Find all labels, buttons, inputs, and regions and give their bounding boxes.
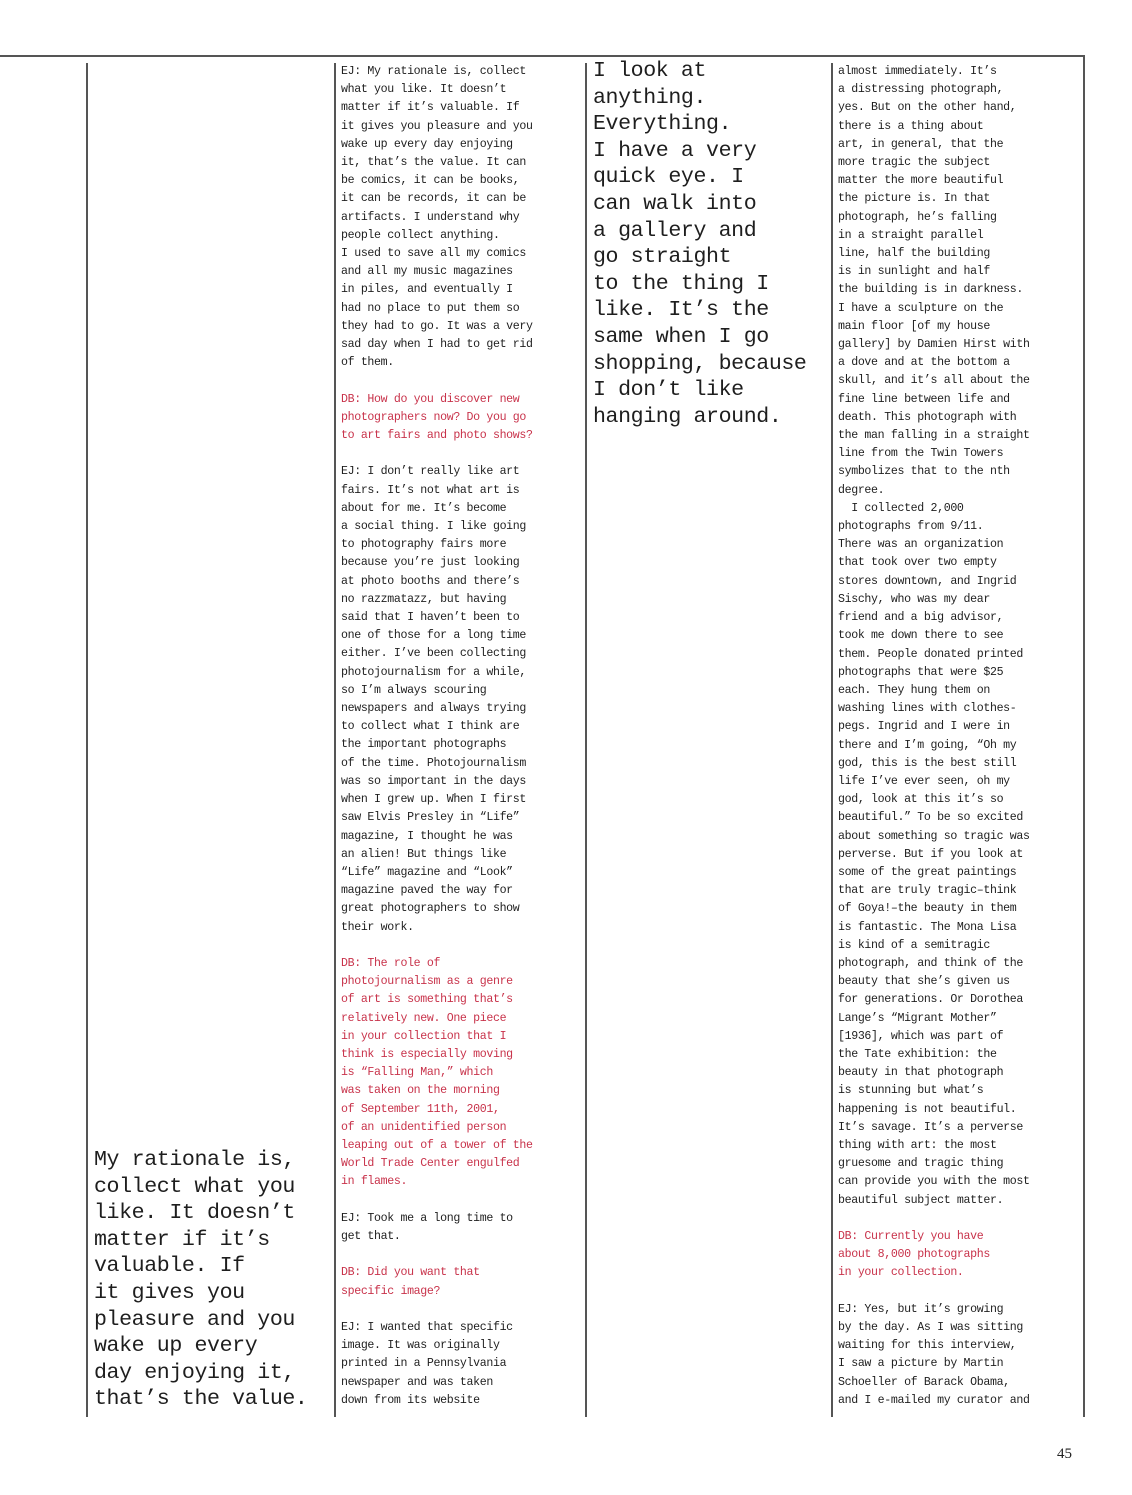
text-line: EJ: Took me a long time to (341, 1211, 513, 1225)
text-line: death. This photograph with (838, 410, 1017, 424)
paragraph-gap (341, 445, 533, 463)
column-rule-2 (334, 63, 336, 1417)
text-line: is “Falling Man,” which (341, 1066, 493, 1080)
text-line: relatively new. One piece (341, 1011, 507, 1025)
text-line: and I e-mailed my curator and (838, 1393, 1030, 1407)
text-line: photographers now? Do you go (341, 410, 527, 424)
text-line: life I’ve ever seen, oh my (838, 774, 1010, 788)
interviewer-question (341, 955, 533, 1192)
text-line: it gives you pleasure and you (341, 119, 533, 133)
text-line: happening is not beautiful. (838, 1102, 1017, 1116)
text-line: photograph, he’s falling (838, 210, 997, 224)
text-line: a dove and at the bottom a (838, 356, 1010, 370)
text-line: is in sunlight and half (838, 265, 990, 279)
pull-quote-line: same when I go (593, 324, 769, 349)
interviewee-answer (341, 1319, 533, 1410)
page-number: 45 (1057, 1446, 1072, 1462)
text-line: Schoeller of Barack Obama, (838, 1375, 1010, 1389)
text-line: in flames. (341, 1175, 408, 1189)
text-line: in your collection that I (341, 1029, 507, 1043)
text-line: of Goya!–the beauty in them (838, 902, 1017, 916)
text-line: and all my music magazines (341, 265, 513, 279)
text-line: be comics, it can be books, (341, 174, 520, 188)
text-line: the building is in darkness. (838, 283, 1024, 297)
text-line: skull, and it’s all about the (838, 374, 1030, 388)
pull-quote-line: Everything. (593, 112, 732, 137)
paragraph-gap (838, 1283, 1030, 1301)
text-line: gallery] by Damien Hirst with (838, 338, 1030, 352)
text-line: because you’re just looking (341, 556, 520, 570)
pull-quote-line: to the thing I (593, 271, 769, 296)
text-line: what you like. It doesn’t (341, 83, 507, 97)
text-line: more tragic the subject (838, 156, 990, 170)
column-rule-4 (831, 63, 833, 1417)
text-line: I used to save all my comics (341, 247, 527, 261)
text-line: to photography fairs more (341, 538, 507, 552)
text-line: down from its website (341, 1393, 480, 1407)
text-line: EJ: My rationale is, collect (341, 65, 527, 78)
pull-quote-line: a gallery and (593, 218, 757, 243)
text-line: about for me. It’s become (341, 501, 507, 515)
text-line: some of the great paintings (838, 865, 1017, 879)
text-line: in piles, and eventually I (341, 283, 513, 297)
text-line: beautiful.” To be so excited (838, 811, 1024, 825)
column-rule-1 (86, 63, 88, 1417)
text-line: for generations. Or Dorothea (838, 993, 1024, 1007)
text-line: image. It was originally (341, 1339, 500, 1353)
text-line: the Tate exhibition: the (838, 1047, 997, 1061)
text-line: can provide you with the most (838, 1175, 1030, 1189)
paragraph-gap (341, 1301, 533, 1319)
text-line: in your collection. (838, 1266, 964, 1280)
text-line: god, this is the best still (838, 756, 1017, 770)
pull-quote-line: I look at (593, 59, 707, 83)
pull-quote-line: shopping, because (593, 351, 807, 376)
top-rule (0, 55, 1085, 57)
pull-quote-line: anything. (593, 85, 707, 110)
text-line: is stunning but what’s (838, 1084, 984, 1098)
text-line: thing with art: the most (838, 1138, 997, 1152)
text-line: people collect anything. (341, 228, 500, 242)
text-line: “Life” magazine and “Look” (341, 865, 513, 879)
paragraph-gap (341, 372, 533, 390)
text-line: photograph, and think of the (838, 956, 1024, 970)
pull-quote-line: go straight (593, 245, 732, 270)
text-line: wake up every day enjoying (341, 137, 513, 151)
pull-quote-line: My rationale is, (94, 1148, 295, 1172)
text-line: of them. (341, 356, 394, 370)
text-line: said that I haven’t been to (341, 611, 520, 625)
text-line: about something so tragic was (838, 829, 1030, 843)
text-line: magazine, I thought he was (341, 829, 513, 843)
text-line: There was an organization (838, 538, 1004, 552)
text-line: them. People donated printed (838, 647, 1024, 661)
text-line: matter if it’s valuable. If (341, 101, 520, 115)
text-line: symbolizes that to the nth (838, 465, 1010, 479)
text-line: an alien! But things like (341, 847, 507, 861)
text-line: so I’m always scouring (341, 683, 487, 697)
text-line: of an unidentified person (341, 1120, 507, 1134)
text-line: yes. But on the other hand, (838, 101, 1017, 115)
interviewee-answer (341, 1210, 533, 1246)
interviewer-question (341, 391, 533, 446)
text-line: of the time. Photojournalism (341, 756, 527, 770)
text-line: the picture is. In that (838, 192, 990, 206)
text-line: World Trade Center engulfed (341, 1157, 520, 1171)
text-line: is kind of a semitragic (838, 938, 990, 952)
text-line: in a straight parallel (838, 228, 984, 242)
text-line: newspapers and always trying (341, 702, 527, 716)
pull-quote-line: can walk into (593, 191, 757, 216)
text-line: photographs from 9/11. (838, 520, 984, 534)
pull-quote-left (94, 1147, 308, 1413)
text-line: DB: The role of (341, 956, 441, 970)
pull-quote-line: I have a very (593, 138, 757, 163)
text-line: It’s savage. It’s a perverse (838, 1120, 1024, 1134)
text-line: [1936], which was part of (838, 1029, 1004, 1043)
text-line: specific image? (341, 1284, 441, 1298)
pull-quote-line: hanging around. (593, 404, 782, 429)
pull-quote-line: it gives you (94, 1280, 245, 1305)
text-line: when I grew up. When I first (341, 793, 527, 807)
column-rule-3 (585, 63, 587, 1417)
text-line: stores downtown, and Ingrid (838, 574, 1017, 588)
text-line: is fantastic. The Mona Lisa (838, 920, 1017, 934)
text-line: the man falling in a straight (838, 429, 1030, 443)
interview-column-2 (341, 63, 533, 1410)
interviewee-answer (341, 63, 533, 372)
text-line: leaping out of a tower of the (341, 1138, 533, 1152)
text-line: matter the more beautiful (838, 174, 1004, 188)
text-line: DB: Currently you have (838, 1229, 984, 1243)
text-line: was taken on the morning (341, 1084, 500, 1098)
paragraph-gap (341, 1192, 533, 1210)
text-line: took me down there to see (838, 629, 1004, 643)
pull-quote-line: quick eye. I (593, 165, 744, 190)
text-line: magazine paved the way for (341, 884, 513, 898)
text-line: EJ: I don’t really like art (341, 465, 520, 479)
text-line: a social thing. I like going (341, 520, 527, 534)
interviewee-answer (341, 463, 533, 936)
text-line: no razzmatazz, but having (341, 592, 507, 606)
text-line: pegs. Ingrid and I were in (838, 720, 1010, 734)
text-line: almost immediately. It’s (838, 65, 997, 78)
text-line: it can be records, it can be (341, 192, 527, 206)
text-line: there is a thing about (838, 119, 984, 133)
text-line: of September 11th, 2001, (341, 1102, 500, 1116)
text-line: saw Elvis Presley in “Life” (341, 811, 520, 825)
text-line: that are truly tragic–think (838, 884, 1017, 898)
text-line: each. They hung them on (838, 683, 990, 697)
pull-quote-line: I don’t like (593, 378, 744, 403)
pull-quote-line: wake up every (94, 1334, 258, 1359)
text-line: EJ: I wanted that specific (341, 1320, 513, 1334)
interviewee-answer (838, 63, 1030, 1210)
text-line: their work. (341, 920, 414, 934)
text-line: DB: Did you want that (341, 1266, 480, 1280)
interview-column-4 (838, 63, 1030, 1410)
pull-quote-center (593, 58, 807, 430)
interviewee-answer (838, 1301, 1030, 1410)
right-border-rule (1083, 55, 1085, 1417)
text-line: they had to go. It was a very (341, 319, 533, 333)
text-line: line, half the building (838, 247, 990, 261)
text-line: I saw a picture by Martin (838, 1357, 1004, 1371)
text-line: the important photographs (341, 738, 507, 752)
text-line: fairs. It’s not what art is (341, 483, 520, 497)
text-line: line from the Twin Towers (838, 447, 1004, 461)
text-line: EJ: Yes, but it’s growing (838, 1302, 1004, 1316)
text-line: printed in a Pennsylvania (341, 1357, 507, 1371)
paragraph-gap (838, 1210, 1030, 1228)
interviewer-question (341, 1264, 533, 1300)
text-line: beauty that she’s given us (838, 975, 1010, 989)
text-line: of art is something that’s (341, 993, 513, 1007)
text-line: it, that’s the value. It can (341, 156, 527, 170)
text-line: photojournalism for a while, (341, 665, 527, 679)
text-line: get that. (341, 1229, 401, 1243)
text-line: to art fairs and photo shows? (341, 429, 533, 443)
text-line: photojournalism as a genre (341, 975, 513, 989)
text-line: either. I’ve been collecting (341, 647, 527, 661)
text-line: washing lines with clothes- (838, 702, 1017, 716)
text-line: was so important in the days (341, 774, 527, 788)
text-line: sad day when I had to get rid (341, 338, 533, 352)
text-line: to collect what I think are (341, 720, 520, 734)
text-line: a distressing photograph, (838, 83, 1004, 97)
text-line: Sischy, who was my dear (838, 592, 990, 606)
text-line: newspaper and was taken (341, 1375, 493, 1389)
text-line: beautiful subject matter. (838, 1193, 1004, 1207)
text-line: art, in general, that the (838, 137, 1004, 151)
text-line: Lange’s “Migrant Mother” (838, 1011, 997, 1025)
text-line: I collected 2,000 (838, 501, 964, 515)
text-line: that took over two empty (838, 556, 997, 570)
pull-quote-line: matter if it’s (94, 1227, 270, 1252)
text-line: degree. (838, 483, 885, 497)
text-line: fine line between life and (838, 392, 1010, 406)
text-line: had no place to put them so (341, 301, 520, 315)
text-line: one of those for a long time (341, 629, 527, 643)
text-line: main floor [of my house (838, 319, 990, 333)
pull-quote-line: like. It’s the (593, 298, 769, 323)
text-line: by the day. As I was sitting (838, 1320, 1024, 1334)
text-line: about 8,000 photographs (838, 1248, 990, 1262)
paragraph-gap (341, 937, 533, 955)
text-line: perverse. But if you look at (838, 847, 1024, 861)
text-line: waiting for this interview, (838, 1339, 1017, 1353)
text-line: god, look at this it’s so (838, 793, 1004, 807)
pull-quote-line: like. It doesn’t (94, 1201, 295, 1226)
pull-quote-line: valuable. If (94, 1254, 245, 1279)
text-line: friend and a big advisor, (838, 611, 1004, 625)
text-line: artifacts. I understand why (341, 210, 520, 224)
text-line: there and I’m going, “Oh my (838, 738, 1017, 752)
text-line: great photographers to show (341, 902, 520, 916)
pull-quote-line: pleasure and you (94, 1307, 295, 1332)
text-line: think is especially moving (341, 1047, 513, 1061)
text-line: at photo booths and there’s (341, 574, 520, 588)
pull-quote-line: collect what you (94, 1174, 295, 1199)
text-line: I have a sculpture on the (838, 301, 1004, 315)
interviewer-question (838, 1228, 1030, 1283)
text-line: photographs that were $25 (838, 665, 1004, 679)
text-line: DB: How do you discover new (341, 392, 520, 406)
text-line: beauty in that photograph (838, 1066, 1004, 1080)
pull-quote-line: that’s the value. (94, 1387, 308, 1412)
pull-quote-line: day enjoying it, (94, 1360, 295, 1385)
text-line: gruesome and tragic thing (838, 1157, 1004, 1171)
paragraph-gap (341, 1246, 533, 1264)
